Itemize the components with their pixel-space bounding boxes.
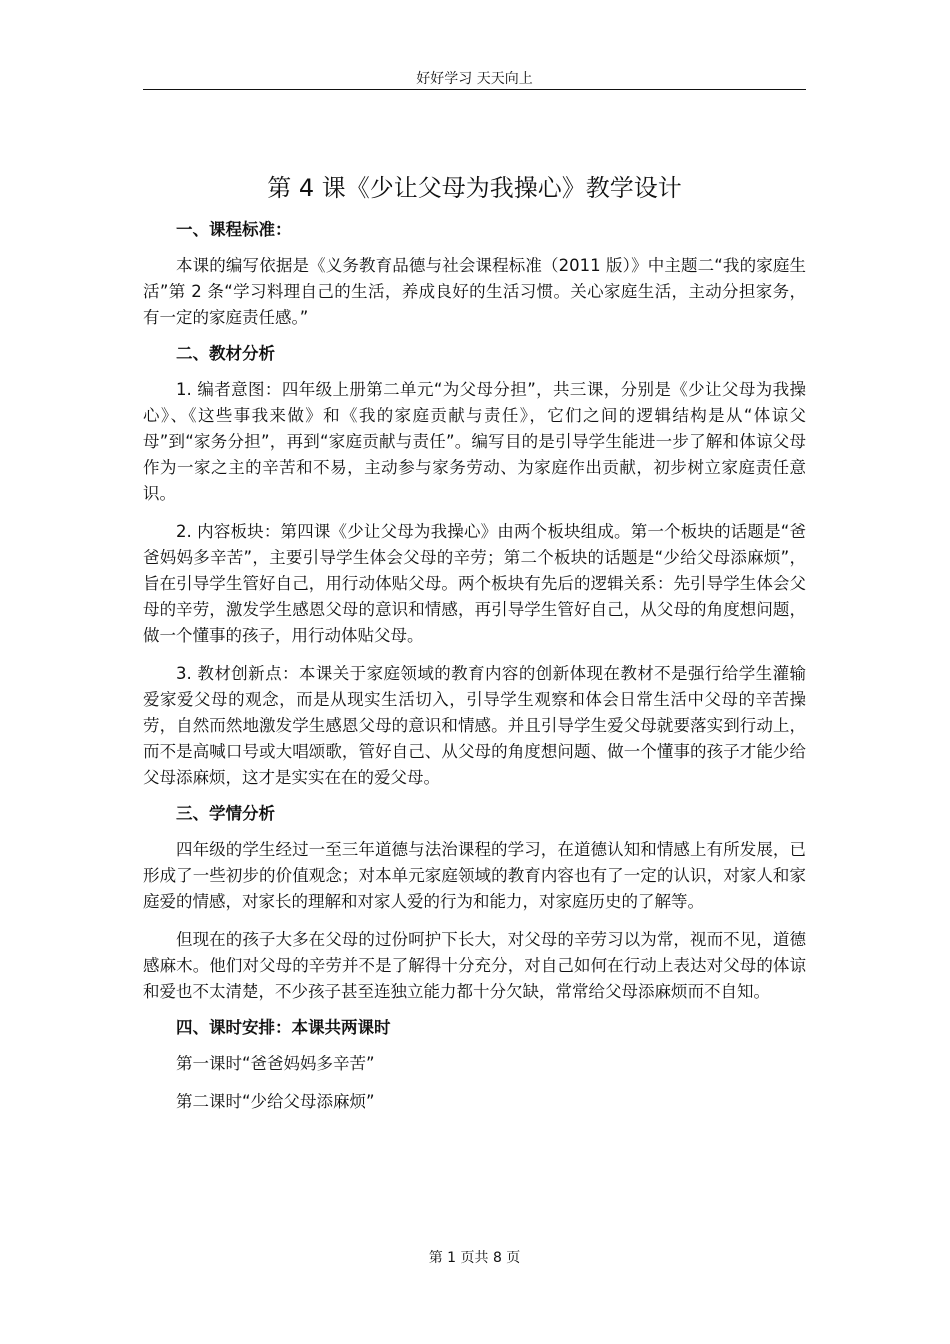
- paragraph: 本课的编写依据是《义务教育品德与社会课程标准（2011 版）》中主题二“我的家庭生活”第 2 条“学习料理自己的生活，养成良好的生活习惯。关心家庭生活，主动分担家务，有一定的家庭责任感。”: [143, 256, 806, 327]
- section-heading-curriculum: 一、课程标准：: [176, 220, 292, 239]
- section-heading-schedule: 四、课时安排：本课共两课时: [176, 1018, 391, 1037]
- section-heading-material-analysis: 二、教材分析: [176, 344, 275, 363]
- page-header: 好好学习 天天向上: [416, 71, 533, 87]
- schedule-item: 第一课时“爸爸妈妈多辛苦”: [176, 1054, 375, 1073]
- document-body: [143, 217, 806, 1115]
- header-divider: [143, 89, 806, 90]
- page-footer: 第 1 页共 8 页: [428, 1250, 521, 1266]
- document-title: 第 4 课《少让父母为我操心》教学设计: [267, 174, 682, 203]
- paragraph: 1. 编者意图：四年级上册第二单元“为父母分担”，共三课，分别是《少让父母为我操心》、《这些事我来做》和《我的家庭贡献与责任》，它们之间的逻辑结构是从“体谅父母”到“家务分担”，再到“家庭贡献与责任”。编写目的是引导学生能进一步了解和体谅父母作为一家之主的辛苦和不易，主动参与家务劳动、为家庭作出贡献，初步树立家庭责任意识。: [143, 380, 806, 503]
- paragraph: 2. 内容板块：第四课《少让父母为我操心》由两个板块组成。第一个板块的话题是“爸爸妈妈多辛苦”，主要引导学生体会父母的辛劳；第二个板块的话题是“少给父母添麻烦”，旨在引导学生管好自己，用行动体贴父母。两个板块有先后的逻辑关系：先引导学生体会父母的辛劳，激发学生感恩父母的意识和情感，再引导学生管好自己，从父母的角度想问题，做一个懂事的孩子，用行动体贴父母。: [143, 522, 806, 645]
- paragraph: 但现在的孩子大多在父母的过份呵护下长大，对父母的辛劳习以为常，视而不见，道德感麻木。他们对父母的辛劳并不是了解得十分充分，对自己如何在行动上表达对父母的体谅和爱也不太清楚，不少孩子甚至连独立能力都十分欠缺，常常给父母添麻烦而不自知。: [143, 930, 806, 1001]
- paragraph: 3. 教材创新点：本课关于家庭领域的教育内容的创新体现在教材不是强行给学生灌输爱家爱父母的观念，而是从现实生活切入，引导学生观察和体会日常生活中父母的辛苦操劳，自然而然地激发学生感恩父母的意识和情感。并且引导学生爱父母就要落实到行动上，而不是高喊口号或大唱颂歌，管好自己、从父母的角度想问题、做一个懂事的孩子才能少给父母添麻烦，这才是实实在在的爱父母。: [143, 664, 806, 787]
- schedule-item: 第二课时“少给父母添麻烦”: [176, 1092, 375, 1111]
- paragraph: 四年级的学生经过一至三年道德与法治课程的学习，在道德认知和情感上有所发展，已形成了一些初步的价值观念；对本单元家庭领域的教育内容也有了一定的认识，对家人和家庭爱的情感，对家长的理解和对家人爱的行为和能力，对家庭历史的了解等。: [143, 840, 806, 911]
- section-heading-student-analysis: 三、学情分析: [176, 804, 275, 823]
